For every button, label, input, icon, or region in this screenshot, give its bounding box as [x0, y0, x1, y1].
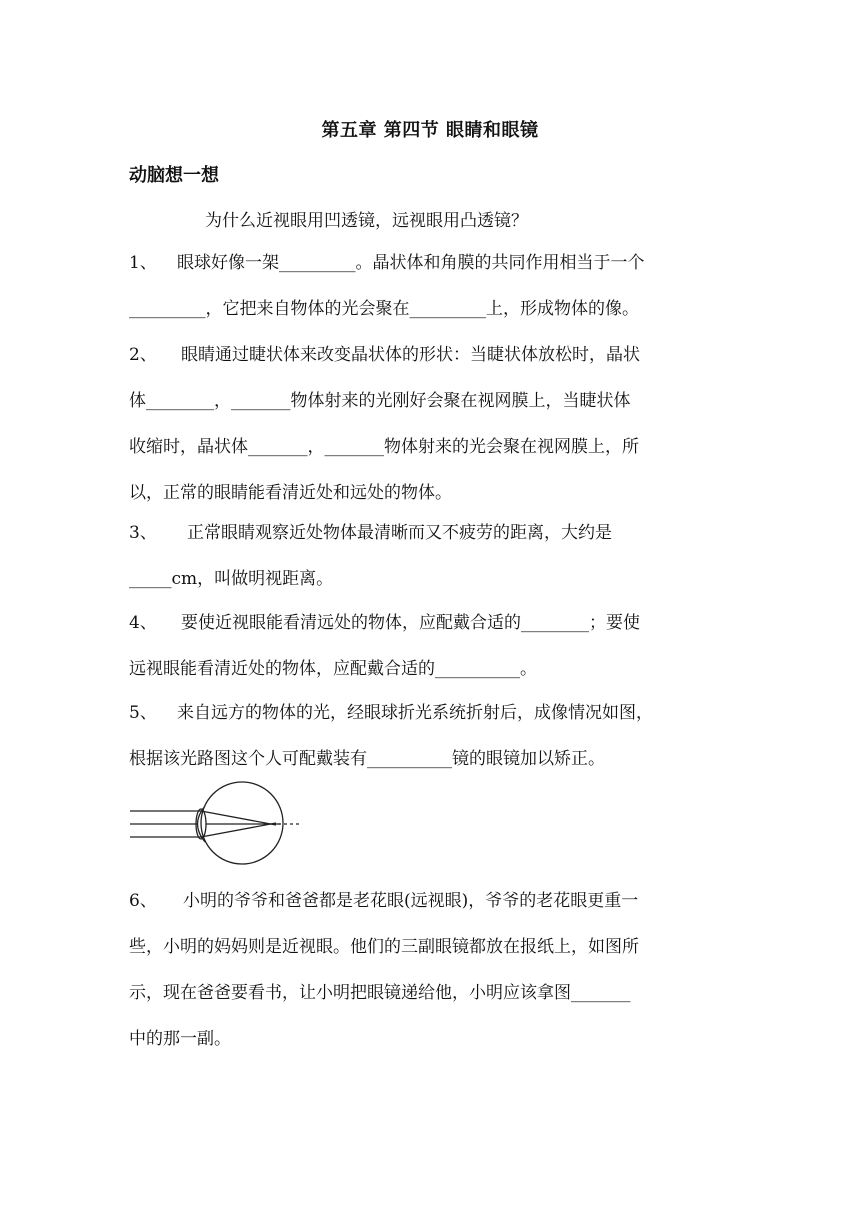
question-5-number: 5、 [129, 703, 157, 723]
refracted-ray-bottom [201, 823, 276, 837]
eyeball-outline [201, 782, 283, 864]
question-1-line-2: _________，它把来自物体的光会聚在_________上，形成物体的像。 [129, 299, 639, 319]
question-6-line-2: 些，小明的妈妈则是近视眼。他们的三副眼镜都放在报纸上，如图所 [129, 937, 639, 957]
question-1-line-1: 1、 眼球好像一架_________。晶状体和角膜的共同作用相当于一个 [129, 240, 732, 286]
question-2 [129, 332, 732, 516]
question-5-line-2: 根据该光路图这个人可配戴装有__________镜的眼镜加以矫正。 [129, 749, 605, 769]
question-2-line-2: 体________，_______物体射来的光刚好会聚在视网膜上，当睫状体 [129, 391, 631, 411]
question-1 [129, 240, 732, 332]
question-2-line-3: 收缩时，晶状体_______，_______物体射来的光会聚在视网膜上，所 [129, 437, 639, 457]
question-4-line-2: 远视眼能看清近处的物体，应配戴合适的__________。 [129, 659, 537, 679]
question-1-number: 1、 [129, 253, 157, 273]
question-2-line-4: 以，正常的眼睛能看清近处和远处的物体。 [129, 483, 452, 503]
question-6-line-4: 中的那一副。 [129, 1029, 231, 1049]
question-2-line-1: 2、 眼睛通过睫状体来改变晶状体的形状：当睫状体放松时，晶状 [129, 332, 732, 378]
refracted-ray-top [201, 811, 276, 825]
question-5 [129, 690, 732, 782]
eye-light-path-diagram [128, 780, 303, 866]
section-heading: 动脑想一想 [129, 165, 219, 186]
question-6-line-1: 6、 小明的爷爷和爸爸都是老花眼(远视眼)，爷爷的老花眼更重一 [129, 878, 732, 924]
question-6-line-3: 示，现在爸爸要看书，让小明把眼镜递给他，小明应该拿图_______ [129, 983, 631, 1003]
question-4 [129, 600, 732, 692]
question-3-number: 3、 [129, 523, 157, 543]
question-2-number: 2、 [129, 345, 157, 365]
question-3 [129, 510, 732, 602]
question-6-number: 6、 [129, 891, 157, 911]
question-4-line-1: 4、 要使近视眼能看清远处的物体，应配戴合适的________；要使 [129, 600, 732, 646]
question-3-line-2: _____cm，叫做明视距离。 [129, 569, 334, 589]
intro-question: 为什么近视眼用凹透镜，远视眼用凸透镜？ [205, 211, 528, 231]
question-5-line-1: 5、 来自远方的物体的光，经眼球折光系统折射后，成像情况如图， [129, 690, 732, 736]
question-6 [129, 878, 732, 1062]
question-4-number: 4、 [129, 613, 157, 633]
page-title: 第五章 第四节 眼睛和眼镜 [321, 120, 539, 141]
question-3-line-1: 3、 正常眼睛观察近处物体最清晰而又不疲劳的距离，大约是 [129, 510, 732, 556]
